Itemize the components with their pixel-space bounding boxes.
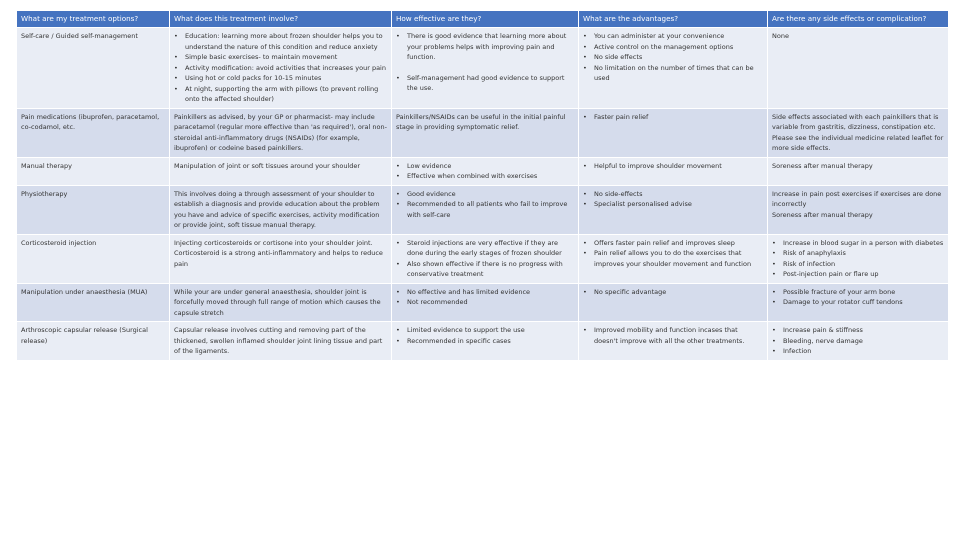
cell-text: Painkillers/NSAIDs can be useful in the initial painful stage in providing symptomatic relief.: [396, 112, 566, 131]
cell-text: Side effects associated with each painkillers that is variable from gastritis, dizziness, constipation etc. Please see the individual medicine related leaflet for more side effects.: [772, 112, 944, 152]
list-item: • Self-management had good evidence to support the use.: [407, 73, 574, 94]
cell-option: Physiotherapy: [17, 185, 170, 234]
cell-involve: [170, 28, 392, 109]
cell-text: Soreness after manual therapy: [772, 161, 873, 170]
cell-effective: [392, 28, 579, 109]
list-item: • Good evidence: [407, 189, 574, 200]
list-item: • Helpful to improve shoulder movement: [594, 161, 763, 172]
cell-text: None: [772, 32, 789, 40]
list-item: • Also shown effective if there is no progress with conservative treatment: [407, 259, 574, 280]
list-item: • Risk of anaphylaxis: [783, 248, 944, 259]
cell-text: Corticosteroid is a strong anti-inflammatory and helps to reduce pain: [174, 249, 383, 268]
cell-effective: [392, 157, 579, 185]
list-item: • No effective and has limited evidence: [407, 287, 574, 298]
cell-text: Soreness after manual therapy: [772, 210, 873, 219]
table-row: [17, 28, 949, 109]
header-treatment-involve: What does this treatment involve?: [170, 11, 392, 28]
treatment-options-table: [16, 10, 949, 361]
cell-side-effects: [768, 28, 949, 109]
list-item: • Activity modification: avoid activities that increases your pain: [185, 63, 387, 74]
list-item: • No specific advantage: [594, 287, 763, 298]
cell-text: This involves doing a through assessment of your shoulder to establish a diagnosis and provide education about the problem you have and advice of specific exercises, activity modification or provide joint, soft tissue manual therapy.: [174, 189, 380, 229]
cell-side-effects: [768, 234, 949, 283]
list-item: • Specialist personalised advise: [594, 199, 763, 210]
list-item: • Recommended in specific cases: [407, 336, 574, 347]
cell-option: Self-care / Guided self-management: [17, 28, 170, 109]
header-treatment-options: What are my treatment options?: [17, 11, 170, 28]
cell-text: Capsular release involves cutting and removing part of the thickened, swollen inflamed shoulder joint lining tissue and part of the ligaments.: [174, 326, 383, 355]
table-row: [17, 157, 949, 185]
cell-option: Arthroscopic capsular release (Surgical release): [17, 322, 170, 361]
table-row: [17, 322, 949, 361]
list-item: • No limitation on the number of times that can be used: [594, 63, 763, 84]
cell-advantages: [579, 322, 768, 361]
list-item: • You can administer at your convenience: [594, 31, 763, 42]
cell-involve: [170, 322, 392, 361]
cell-effective: [392, 283, 579, 322]
cell-option: Manual therapy: [17, 157, 170, 185]
list-item: • Infection: [783, 346, 944, 357]
list-item: • Improved mobility and function incases that doesn't improve with all the other treatments.: [594, 325, 763, 346]
cell-involve: [170, 234, 392, 283]
cell-advantages: [579, 108, 768, 157]
cell-side-effects: [768, 157, 949, 185]
list-item: • Increase in blood sugar in a person with diabetes: [783, 238, 944, 249]
header-effectiveness: How effective are they?: [392, 11, 579, 28]
list-item: • No side effects: [594, 52, 763, 63]
list-item: • Using hot or cold packs for 10-15 minutes: [185, 73, 387, 84]
list-item: • Increase pain & stiffness: [783, 325, 944, 336]
cell-text: Increase in pain post exercises if exercises are done incorrectly: [772, 189, 942, 208]
cell-advantages: [579, 157, 768, 185]
list-item: • Faster pain relief: [594, 112, 763, 123]
cell-text: Injecting corticosteroids or cortisone into your shoulder joint.: [174, 238, 373, 247]
list-item: • Education: learning more about frozen shoulder helps you to understand the nature of this condition and reduce anxiety: [185, 31, 387, 52]
cell-advantages: [579, 283, 768, 322]
cell-involve: [170, 283, 392, 322]
list-item: • Post-injection pain or flare up: [783, 269, 944, 280]
cell-side-effects: [768, 185, 949, 234]
cell-involve: [170, 108, 392, 157]
list-item: • Recommended to all patients who fail to improve with self-care: [407, 199, 574, 220]
cell-side-effects: [768, 283, 949, 322]
list-item: • No side-effects: [594, 189, 763, 200]
cell-involve: [170, 157, 392, 185]
list-item: • Effective when combined with exercises: [407, 171, 574, 182]
cell-text: While your are under general anaesthesia, shoulder joint is forcefully moved through full range of motion which causes the capsule stretch: [174, 287, 381, 317]
header-advantages: What are the advantages?: [579, 11, 768, 28]
list-item: • Steroid injections are very effective if they are done during the early stages of frozen shoulder: [407, 238, 574, 259]
table-row: [17, 234, 949, 283]
cell-side-effects: [768, 322, 949, 361]
cell-effective: [392, 234, 579, 283]
list-item: • There is good evidence that learning more about your problems helps with improving pain and function.: [407, 31, 574, 63]
list-item: • Bleeding, nerve damage: [783, 336, 944, 347]
list-item: • Active control on the management options: [594, 42, 763, 53]
table-row: [17, 108, 949, 157]
list-item: • Pain relief allows you to do the exercises that improves your shoulder movement and function: [594, 248, 763, 269]
cell-effective: [392, 185, 579, 234]
cell-advantages: [579, 28, 768, 109]
cell-option: Pain medications (ibuprofen, paracetamol, co-codamol, etc.: [17, 108, 170, 157]
list-item: • Simple basic exercises- to maintain movement: [185, 52, 387, 63]
table-row: [17, 185, 949, 234]
list-item: • Possible fracture of your arm bone: [783, 287, 944, 298]
list-item: • Not recommended: [407, 297, 574, 308]
table-header-row: [17, 11, 949, 28]
table-row: [17, 283, 949, 322]
cell-option: Manipulation under anaesthesia (MUA): [17, 283, 170, 322]
list-item: • Low evidence: [407, 161, 574, 172]
cell-involve: [170, 185, 392, 234]
list-item: • Limited evidence to support the use: [407, 325, 574, 336]
cell-text: Painkillers as advised, by your GP or pharmacist- may include paracetamol (regular more effective than 'as required'), oral non-steroidal anti-inflammatory drugs (NSAIDs) (for example, ibuprofen) or codeine based painkillers.: [174, 112, 387, 152]
list-item: • Damage to your rotator cuff tendons: [783, 297, 944, 308]
cell-side-effects: [768, 108, 949, 157]
list-item: • Risk of infection: [783, 259, 944, 270]
cell-advantages: [579, 185, 768, 234]
cell-effective: [392, 322, 579, 361]
list-item: • At night, supporting the arm with pillows (to prevent rolling onto the affected shoulder): [185, 84, 387, 105]
cell-advantages: [579, 234, 768, 283]
list-item: • Offers faster pain relief and improves sleep: [594, 238, 763, 249]
cell-text: Manipulation of joint or soft tissues around your shoulder: [174, 161, 361, 170]
cell-effective: [392, 108, 579, 157]
cell-option: Corticosteroid injection: [17, 234, 170, 283]
header-side-effects: Are there any side effects or complication?: [768, 11, 949, 28]
